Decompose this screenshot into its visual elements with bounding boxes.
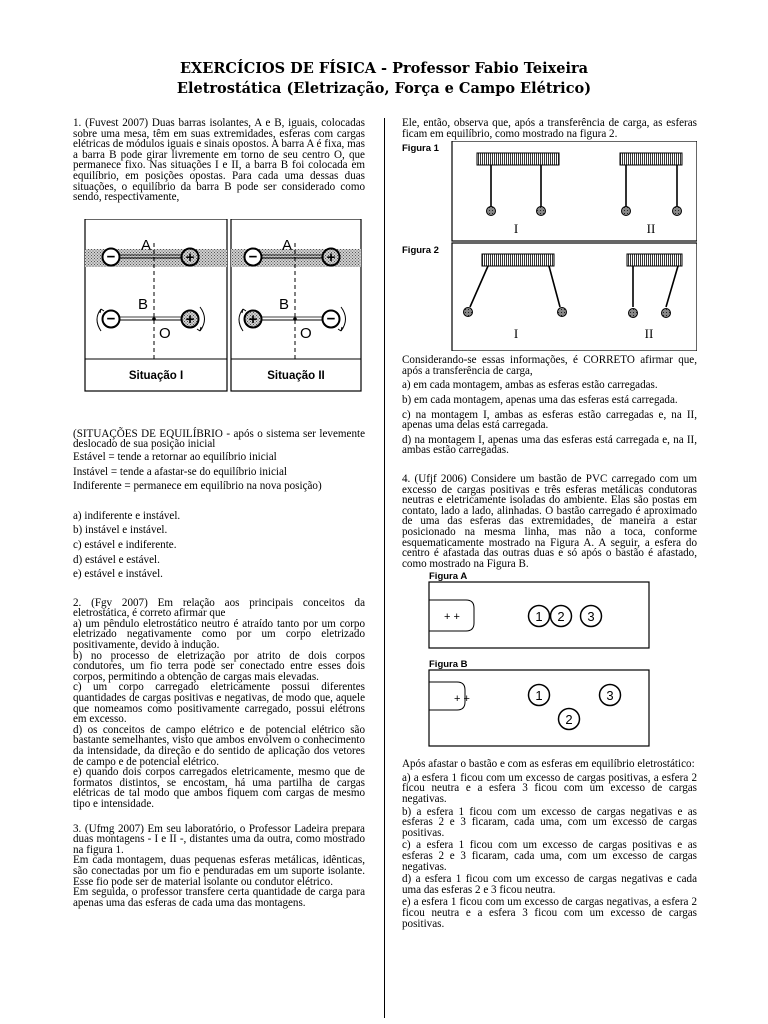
- figure-a-label: Figura A: [429, 571, 468, 583]
- sphere-3: 3: [587, 609, 595, 625]
- figure-1-label: Figura 1: [402, 143, 439, 155]
- plus-sign: +: [248, 310, 258, 328]
- plus-sign: +: [326, 248, 336, 266]
- q3-question: Considerando-se essas informações, é CORRETO afirmar que, após a transferência de carga,: [402, 354, 697, 377]
- situation-2-panel: [231, 219, 361, 391]
- q1-option: c) estável e indiferente.: [73, 538, 177, 551]
- q1-options: [73, 511, 365, 580]
- q1-option: e) estável e instável.: [73, 568, 163, 581]
- plus-sign: +: [185, 248, 195, 266]
- sphere-1: 1: [535, 688, 543, 704]
- q3-option: c) na montagem I, ambas as esferas estão carregadas e, na II, apenas uma delas está carregada.: [402, 408, 697, 432]
- q1-note: (SITUAÇÕES DE EQUILÍBRIO - após o sistema ser levemente deslocado de sua posição inicial: [73, 427, 365, 451]
- sphere-1: 1: [535, 609, 543, 625]
- right-column: [402, 118, 697, 929]
- q2-option: a) um pêndulo eletrostático neutro é atraído tanto por um corpo eletrizado negativamente como por um corpo eletrizado positivamente, devido à indução.: [73, 617, 365, 652]
- q1-text: 1. (Fuvest 2007) Duas barras isolantes, A e B, iguais, colocadas sobre uma mesa, têm em suas extremidades, esferas com cargas elétricas de módulos iguais e sinais opostos. A barra A é fixa, mas a barra B pode girar livremente em torno de seu centro O, que permanece fixo. Nas situações I e II, a barra B foi colocada em equilíbrio, em posições opostas. Para cada uma dessas duas situações, o equilíbrio da barra B pode ser considerado como sendo, respectivamente,: [73, 117, 365, 204]
- q2-option: b) no processo de eletrização por atrito de dois corpos condutores, um fio terra pode ser conectado entre esses dois corpos, permitindo a obtenção de cargas mais elevadas.: [73, 649, 365, 683]
- sphere-2: 2: [565, 712, 573, 728]
- q3-p4: Ele, então, observa que, após a transferência de carga, as esferas ficam em equilíbrio, como mostrado na figura 2.: [402, 117, 697, 140]
- q4-text: 4. (Ufjf 2006) Considere um bastão de PVC carregado com um excesso de cargas positivas e três esferas metálicas condutoras neutras e eletricamente isoladas do ambiente. Elas são postas em contato, lado a lado, alinhadas. O bastão carregado é aproximado de uma das esferas das extremidades, de maneira a estar posicionado na mesma linha, mas não a toca, conforme esquematicamente mostrado na Figura A. A seguir, a esfera do centro é afastada das outras duas e só após o bastão é afastado, como mostrado na Figura B.: [402, 472, 697, 570]
- q3-option: b) em cada montagem, apenas uma das esferas está carregada.: [402, 393, 678, 406]
- minus-sign: −: [248, 248, 258, 266]
- q3-p3: Em seguida, o professor transfere certa quantidade de carga para apenas uma das esferas de cada uma das montagens.: [73, 886, 365, 909]
- q3-p1: 3. (Ufmg 2007) Em seu laboratório, o Professor Ladeira prepara duas montagens - I e II -, distantes uma da outra, como mostrado na figura 1.: [73, 822, 365, 856]
- label-o: O: [300, 324, 312, 342]
- roman-I: I: [513, 326, 519, 342]
- q4-question: Após afastar o bastão e com as esferas em equilíbrio eletrostático:: [402, 758, 695, 771]
- q4-option: d) a esfera 1 ficou com um excesso de cargas negativas e cada uma das esferas 2 e 3 ficou neutra.: [402, 873, 697, 896]
- minus-sign: −: [106, 248, 116, 266]
- roman-II: II: [646, 221, 656, 237]
- situation-1-label: Situação I: [128, 369, 184, 382]
- situation-2-label: Situação II: [267, 369, 325, 382]
- label-a: A: [141, 236, 152, 254]
- q2-option: e) quando dois corpos carregados eletricamente, mesmo que de formatos distintos, se encostam, há uma partilha de cargas elétricas de tal modo que ambos fiquem com cargas de mesmo tipo e intensidade.: [73, 766, 365, 810]
- roman-I: I: [513, 221, 519, 237]
- label-o: O: [159, 324, 171, 342]
- plus-sign: +: [185, 310, 195, 328]
- q1-option: a) indiferente e instável.: [73, 509, 181, 522]
- q4-option: c) a esfera 1 ficou com um excesso de cargas positivas e as esferas 2 e 3 ficaram, cada uma, com um excesso de cargas negativas.: [402, 839, 697, 873]
- q4-option: b) a esfera 1 ficou com um excesso de cargas negativas e as esferas 2 e 3 ficaram, cada uma, com um excesso de cargas positivas.: [402, 805, 697, 839]
- q2-option: d) os conceitos de campo elétrico e de potencial elétrico são bastante semelhantes, visto que ambos envolvem o conhecimento da intensidade, da direção e do sentido de aplicação dos vetores de campo e de potencial elétrico.: [73, 723, 365, 768]
- label-a: A: [282, 236, 293, 254]
- q2-option: c) um corpo carregado eletricamente possui diferentes quantidades de cargas positivas e negativas, de modo que, aquele que nomeamos como positivamente carregado, possui elétrons em excesso.: [73, 681, 365, 726]
- page-subtitle: Eletrostática (Eletrização, Força e Campo Elétrico): [176, 80, 592, 97]
- q4-option: e) a esfera 1 ficou com um excesso de cargas negativas, a esfera 2 ficou neutra e a esfera 3 ficou com um excesso de cargas positivas.: [402, 896, 697, 930]
- label-b: B: [279, 295, 290, 313]
- q3-p2: Em cada montagem, duas pequenas esferas metálicas, idênticas, são conectadas por um fio e penduradas em um suporte isolante. Esse fio pode ser de material isolante ou condutor elétrico.: [73, 854, 365, 888]
- q1-figure: [73, 219, 365, 409]
- minus-sign: −: [106, 310, 116, 328]
- page-title: EXERCÍCIOS DE FÍSICA - Professor Fabio Teixeira: [179, 60, 588, 77]
- minus-sign: −: [326, 310, 336, 328]
- roman-II: II: [644, 326, 654, 342]
- q2-intro: 2. (Fgv 2007) Em relação aos principais conceitos da eletrostática, é correto afirmar que: [73, 596, 365, 620]
- q3-figures: [402, 141, 697, 351]
- sphere-3: 3: [606, 688, 614, 704]
- q3-option: d) na montagem I, apenas uma das esferas está carregada e, na II, ambas estão carregadas.: [402, 433, 697, 457]
- figure-2-label: Figura 2: [402, 245, 439, 257]
- def-estavel: Estável = tende a retornar ao equilíbrio inicial: [73, 450, 277, 463]
- left-column: [73, 118, 365, 908]
- q4-figures: [402, 571, 697, 749]
- def-indiferente: Indiferente = permanece em equilíbrio na nova posição): [73, 480, 322, 493]
- column-divider: [384, 118, 385, 1018]
- q4-option: a) a esfera 1 ficou com um excesso de cargas positivas, a esfera 2 ficou neutra e a esfera 3 ficou com um excesso de cargas negativas.: [402, 771, 697, 806]
- rod-charges: + +: [444, 611, 460, 624]
- q1-option: b) instável e instável.: [73, 524, 168, 537]
- label-b: B: [138, 295, 149, 313]
- sphere-2: 2: [557, 609, 565, 625]
- q3-option: a) em cada montagem, ambas as esferas estão carregadas.: [402, 379, 658, 392]
- figure-b-label: Figura B: [429, 659, 468, 671]
- q1-option: d) estável e estável.: [73, 553, 160, 566]
- rod-charges: + +: [454, 693, 470, 706]
- def-instavel: Instável = tende a afastar-se do equilíbrio inicial: [73, 465, 287, 478]
- situation-1-panel: [85, 219, 227, 391]
